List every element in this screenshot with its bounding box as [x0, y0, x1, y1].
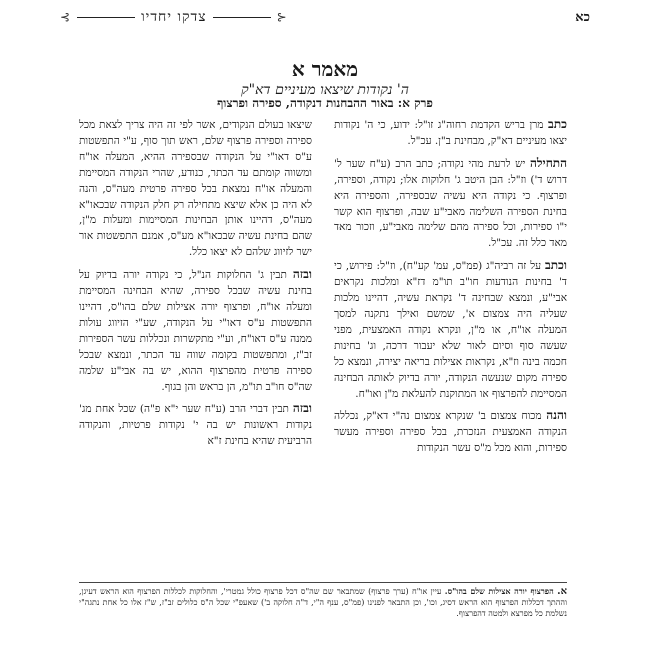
ornament-left-icon: ⊱ — [60, 10, 72, 24]
header-rule-left — [77, 17, 135, 18]
paragraph — [334, 258, 567, 402]
article-subtitle: ה' נקודות שיצאו מעיניים דא"ק — [241, 82, 409, 98]
page-number: כא — [575, 10, 590, 25]
ornament-right-icon: ⊰ — [276, 10, 288, 24]
lead-word: ובזה — [292, 401, 312, 416]
lead-word: ובזה — [292, 267, 312, 282]
header-rule-right — [213, 17, 271, 18]
running-title-group — [60, 9, 288, 26]
paragraph — [79, 267, 312, 395]
right-column — [334, 117, 567, 579]
paragraph — [334, 408, 567, 457]
footnote-text: עיין או"ח (ערך פרצוף) שמתבאר שם שה"ס דכל פרצוף כולל גמטרי', והחלוקות לכללות הפרצוף הוא הראש דעיגן, וההתך דכללות הפרצוף הוא הראש דסיג, וכו', וכן התבאר לפנינו (פמ"ס, ענף ה"י, ד"ה חלוקה ב') שאעפ"י שכל ה"ס כלולים זב"ז, ש"ז אלו כל אחת נתגה"י נשלמת כל מפרצא ולמטה דהפרצוף. — [79, 587, 567, 618]
paragraph — [334, 117, 567, 150]
running-header — [60, 6, 590, 28]
paragraph — [79, 401, 312, 450]
paragraph-text: מרן בריש הקדמת רחוה"ג זו"ל: ידוע, כי ה' נקודות יצאו מעיניים דא"ק, מבחינת ב"ן. עכ"ל. — [334, 119, 567, 147]
paragraph-text: תבין ג' החלוקות הנ"ל, כי נקודה יורה בדיוק על בחינת עשיה שבכל ספירה, שהיא הבחינה המסיימת ומעלה או"ח, ופרצוף יורה אצילות שלם בהו"ס, דהיינו התפשטות ע"ס דאו"י על הנקודה, שע"י הזיווג עולות ממנה ע"ס דאו"ח, וע"י מתקשרות ונכללות עשר הספירות זב"ז, ומתפשטות בקומה שווה עד הכתר, ונמצא שבכל ספירה פרטית מהפרצוף ההוא, יש בה אבי"ע שלמה שה"ס חו"ב תו"מ, הן בראש והן בגוף. — [79, 269, 312, 393]
lead-word: התחילה — [530, 155, 567, 170]
paragraph-text: יש לרעת מהי נקודה; כתב הרב (ע"ח שער ל' דרוש ד') וז"ל: הבן היטב ג' חלוקות אלו; נקודה, וספירה, ופרצוף. כי נקודה היא עשיה שבספירה, והספירה היא בחינת הספירה השלימה מאבי"ע שבה, ופרצוף הוא קשר י"ו ספירות, וכל ספירה מהם שלימה מאבי"ע, וזכור מאד מאד כלל זה. עכ"ל. — [334, 157, 567, 250]
paragraph-text: תבין דברי הרב (ע"ח שער י"א פ"ה) שכל אחת מג' נקודות ראשונות יש בה י' נקודות פרטיות, והנקודה הרביעית שהיא בחינת ז"א — [79, 403, 312, 448]
lead-word: כתב — [548, 117, 567, 131]
paragraph — [334, 156, 567, 252]
footnote — [79, 586, 567, 644]
paragraph-text: מכוח צמצום ב' שנקרא צמצום נה"י דא"ק, נכללה הנקודה האמצעית הנזכרת, בכל ספירה וספירה מעשר ספירות, והוא מכל מ"ס עשר הנקודות — [334, 410, 567, 455]
paragraph-text: על זה רביה"ג (פמ"ס, עמ' קע"ח), וז"ל: פירוש, כי ד' בחינות הנודעות חו"ב תו"מ דז"א ומלכות נקראים אבי"ע, ונמצא שבחינה ד' נקראת עשיה, דהיינו מלכות שעליה היה צמצום א', שמשם ואילך נתקנה למסך המעלה או"ח, או מ"ן, ונקרא נקודה האמצעית, מפני שעשה סוף וסיום לאור שלא יעבור דרכה, וג' בחינות חכמה בינה וז"א, נקראות אצילות בריאה יצירה, ונמצא כל ספירה מקום שנעשה הנקודה, יורה בדיוק לאותה הבחינה המסיימת להפרצוף או המתוקנת להעלאת מ"ן ואו"ח. — [334, 260, 567, 400]
lead-word: וכתב — [544, 258, 567, 273]
footnote-mark: א. — [557, 586, 567, 597]
chapter-heading: פרק א: באור ההבחנות דנקודה, ספירה ופרצוף — [217, 96, 433, 110]
left-column — [79, 117, 312, 579]
lead-word: והנה — [546, 408, 567, 423]
footnote-lead: הפרצוף יורה אצילות שלם בהו"ס. — [444, 586, 554, 596]
footnote-divider — [79, 582, 567, 583]
paragraph-text: שיצאו בעולם הנקודים, אשר לפי זה היה צריך לצאת מכל ספירה וספירה פרצוף שלם, ראש תוך סוף, ע"י התפשטות ע"ס דאו"י על הנקודה שבספירה ההיא, המעלה או"ח ומשווה קומתם עד הכתר, כנודע, שהרי הנקודה המסיימת והמעלה או"ח נמצאת בכל ספירה פרטית מעה"ס, והנה לא היה כן אלא שיצא מתחילה רק חלק הנקודה שבכאו"א מעה"ס, דהיינו אותן הבחינות המסיימות ומעלות מ"ן, שהם בחינת עשיה שבכאו"א מע"ס, אמנם התפשטות אור ישר לזיווג שלהם לא יצאו כלל. — [79, 119, 312, 259]
running-title: צדקו יחדיו — [141, 8, 207, 25]
article-title: מאמר א — [291, 57, 359, 81]
paragraph — [79, 117, 312, 261]
